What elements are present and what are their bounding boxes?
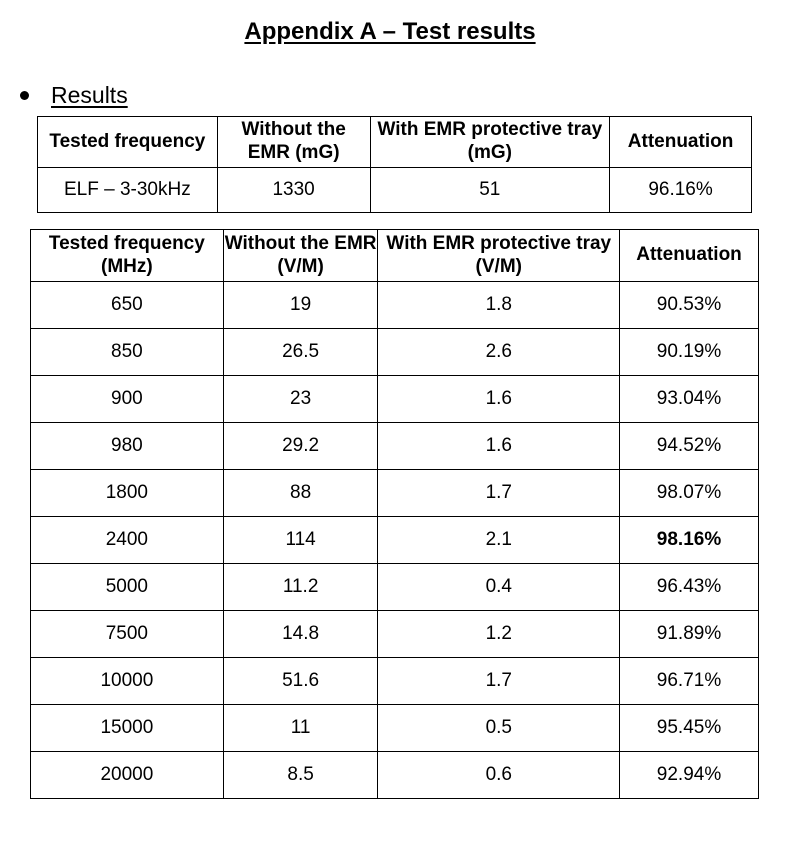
table-cell: 88 bbox=[223, 470, 378, 517]
table-cell: 19 bbox=[223, 282, 378, 329]
table-row bbox=[31, 658, 759, 705]
rf-results-table bbox=[30, 229, 759, 799]
table-cell: 0.5 bbox=[378, 705, 620, 752]
table-row bbox=[31, 517, 759, 564]
table-cell: 1.6 bbox=[378, 423, 620, 470]
table-cell: 29.2 bbox=[223, 423, 378, 470]
table-cell: 1.7 bbox=[378, 658, 620, 705]
table-cell: 0.6 bbox=[378, 752, 620, 799]
table-row bbox=[31, 329, 759, 376]
column-header: Without the EMR (V/M) bbox=[223, 230, 378, 282]
table-cell: 980 bbox=[31, 423, 224, 470]
elf-results-table bbox=[37, 116, 752, 213]
table-cell: 10000 bbox=[31, 658, 224, 705]
table-cell: 1.7 bbox=[378, 470, 620, 517]
table-cell: 95.45% bbox=[620, 705, 759, 752]
table-row bbox=[31, 705, 759, 752]
table-cell: 900 bbox=[31, 376, 224, 423]
table-row bbox=[31, 282, 759, 329]
table-cell: 7500 bbox=[31, 611, 224, 658]
table-header-row bbox=[38, 117, 752, 168]
table-cell: 96.16% bbox=[610, 168, 752, 213]
table-row bbox=[38, 168, 752, 213]
table-cell: 114 bbox=[223, 517, 378, 564]
table-cell: 91.89% bbox=[620, 611, 759, 658]
table-cell: 1800 bbox=[31, 470, 224, 517]
column-header: Attenuation bbox=[620, 230, 759, 282]
column-header: Attenuation bbox=[610, 117, 752, 168]
table-cell: 90.53% bbox=[620, 282, 759, 329]
table-cell: 96.43% bbox=[620, 564, 759, 611]
table-cell: 1330 bbox=[217, 168, 370, 213]
column-header: With EMR protective tray (V/M) bbox=[378, 230, 620, 282]
table-cell: 51.6 bbox=[223, 658, 378, 705]
table-cell: ELF – 3-30kHz bbox=[38, 168, 218, 213]
table-cell: 11.2 bbox=[223, 564, 378, 611]
table-cell: 51 bbox=[370, 168, 610, 213]
table-cell: 650 bbox=[31, 282, 224, 329]
column-header: With EMR protective tray (mG) bbox=[370, 117, 610, 168]
table-row bbox=[31, 564, 759, 611]
table-row bbox=[31, 752, 759, 799]
table-cell: 1.6 bbox=[378, 376, 620, 423]
table-row bbox=[31, 611, 759, 658]
table-cell: 2400 bbox=[31, 517, 224, 564]
bullet-icon bbox=[20, 91, 29, 100]
table-cell: 96.71% bbox=[620, 658, 759, 705]
results-bullet bbox=[20, 80, 128, 110]
table-cell: 5000 bbox=[31, 564, 224, 611]
table-cell: 98.07% bbox=[620, 470, 759, 517]
table-cell: 98.16% bbox=[620, 517, 759, 564]
page-title: Appendix A – Test results bbox=[244, 18, 536, 45]
table-cell: 2.6 bbox=[378, 329, 620, 376]
table-header-row bbox=[31, 230, 759, 282]
table-cell: 26.5 bbox=[223, 329, 378, 376]
table-cell: 1.8 bbox=[378, 282, 620, 329]
column-header: Tested frequency bbox=[38, 117, 218, 168]
column-header: Tested frequency (MHz) bbox=[31, 230, 224, 282]
table-cell: 850 bbox=[31, 329, 224, 376]
table-row bbox=[31, 423, 759, 470]
table-cell: 90.19% bbox=[620, 329, 759, 376]
table-row bbox=[31, 376, 759, 423]
table-cell: 2.1 bbox=[378, 517, 620, 564]
section-heading: Results bbox=[51, 81, 128, 108]
column-header: Without the EMR (mG) bbox=[217, 117, 370, 168]
table-cell: 93.04% bbox=[620, 376, 759, 423]
table-cell: 94.52% bbox=[620, 423, 759, 470]
table-cell: 23 bbox=[223, 376, 378, 423]
table-cell: 14.8 bbox=[223, 611, 378, 658]
table-cell: 8.5 bbox=[223, 752, 378, 799]
table-cell: 20000 bbox=[31, 752, 224, 799]
table-cell: 1.2 bbox=[378, 611, 620, 658]
table-cell: 11 bbox=[223, 705, 378, 752]
table-cell: 15000 bbox=[31, 705, 224, 752]
table-row bbox=[31, 470, 759, 517]
table-cell: 0.4 bbox=[378, 564, 620, 611]
table-cell: 92.94% bbox=[620, 752, 759, 799]
